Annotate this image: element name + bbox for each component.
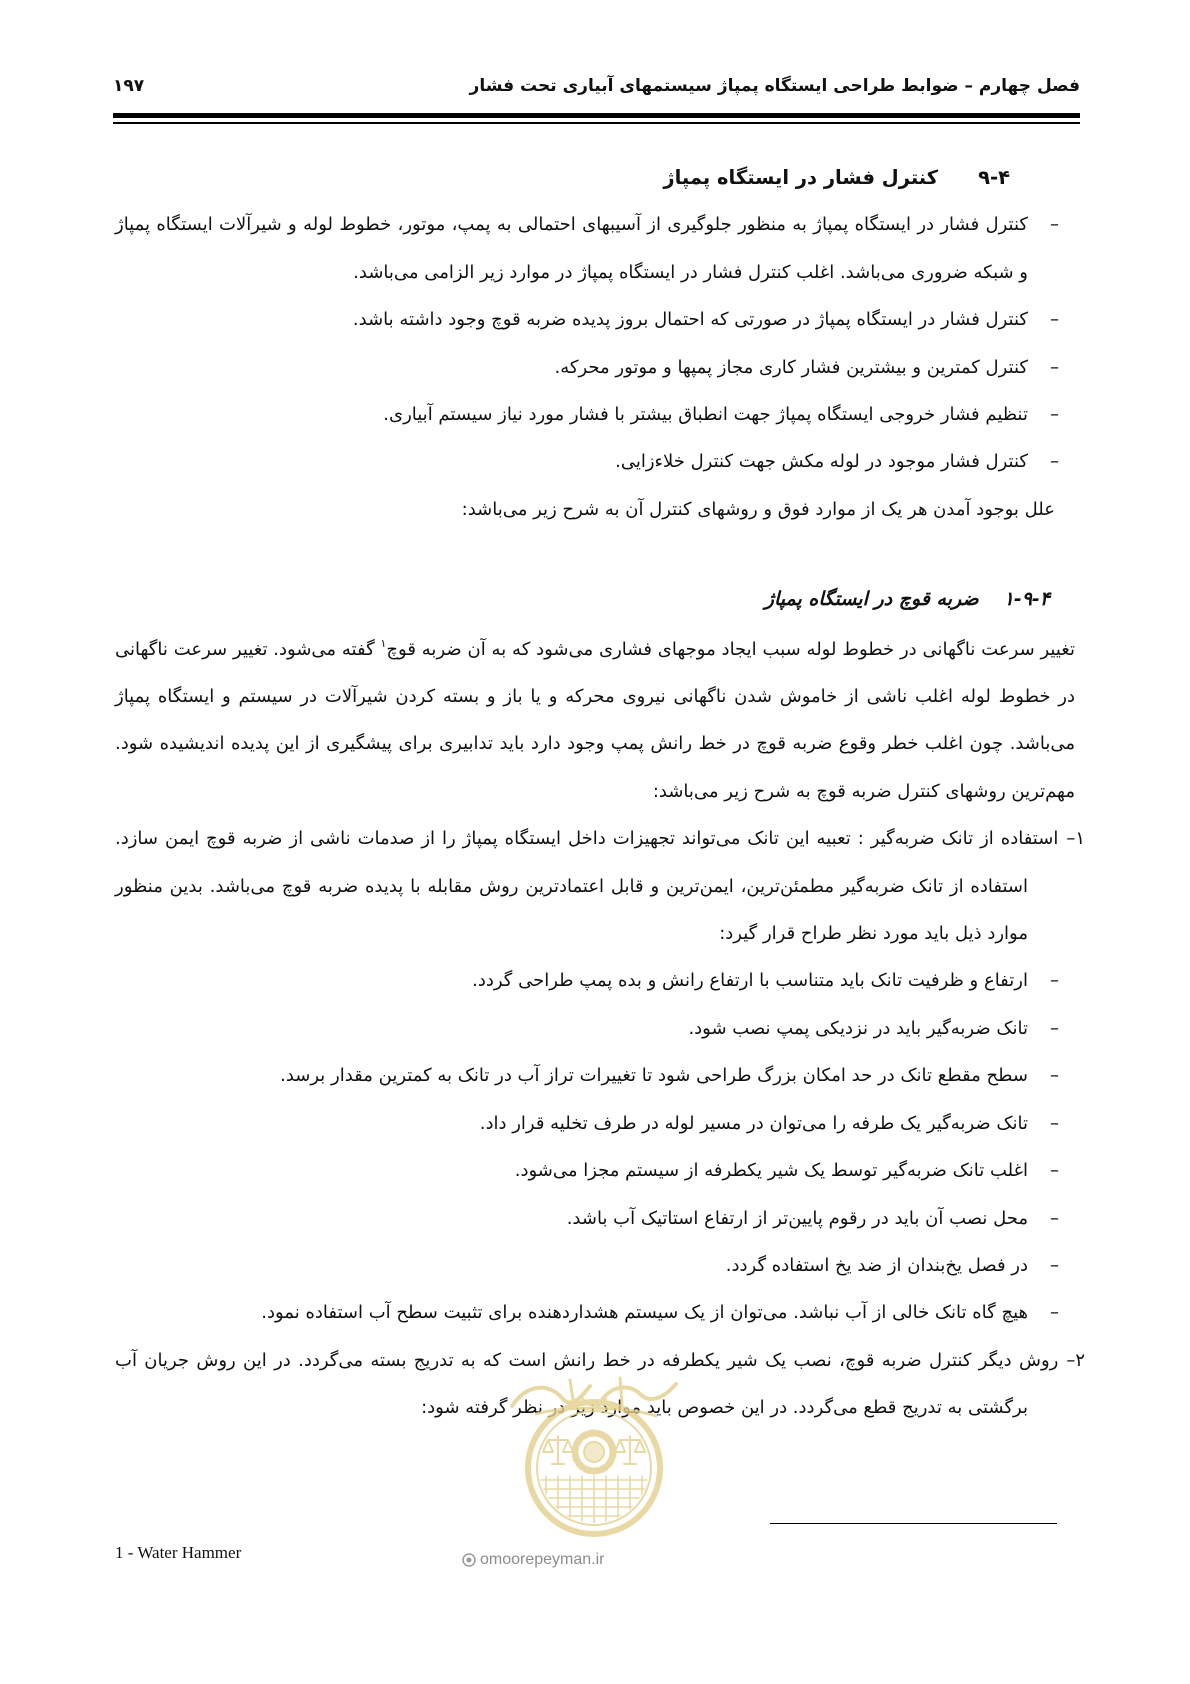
list-item	[115, 344, 1075, 391]
list-item	[115, 1289, 1075, 1336]
list-item-text: کنترل فشار در ایستگاه پمپاژ در صورتی که احتمال بروز پدیده ضربه قوچ وجود داشته باشد.	[352, 309, 1028, 331]
bullet-dash: –	[1050, 1207, 1059, 1229]
list-item-text: در فصل یخ‌بندان از ضد یخ استفاده گردد.	[725, 1254, 1028, 1276]
footnote-separator	[770, 1523, 1057, 1524]
bullet-dash: –	[1050, 1302, 1059, 1324]
intro-text-part-2: گفته می‌شود. تغییر سرعت ناگهانی در خطوط لوله اغلب ناشی از خاموش شدن ناگهانی نیروی محرکه و یا باز و بسته کردن شیرآلات در سیستم و ایستگاه پمپاژ می‌باشد. چون اغلب خطر وقوع ضربه قوچ در خط رانش پمپ وجود دارد باید تدابیری برای پیشگیری از این پدیده اندیشیده شود. مهم‌ترین روشهای کنترل ضربه قوچ به شرح زیر می‌باشد:	[115, 638, 1075, 802]
scales-icon	[543, 1436, 573, 1464]
item-text: روش دیگر کنترل ضربه قوچ، نصب یک شیر یکطرفه در خط رانش است که به تدریج بسته می‌گردد. در این روش جریان آب برگشتی به تدریج قطع می‌گردد. در این خصوص باید موارد زیر در نظر گرفته شود:	[115, 1349, 1059, 1419]
list-item-text: هیچ گاه تانک خالی از آب نباشد. می‌توان از یک سیستم هشداردهنده برای تثبیت سطح آب استفاده نمود.	[261, 1302, 1028, 1324]
footnote-reference: ۱	[380, 636, 387, 650]
chapter-title: فصل چهارم – ضوابط طراحی ایستگاه پمپاژ سیستمهای آبیاری تحت فشار	[469, 76, 1080, 96]
section-heading	[115, 154, 1075, 201]
numbered-item-paragraph	[115, 815, 1085, 957]
bullet-dash: –	[1050, 1254, 1059, 1276]
bullet-dash: –	[1050, 1017, 1059, 1039]
numbered-item-paragraph	[115, 1337, 1085, 1432]
list-item-text: محل نصب آن باید در رقوم پایین‌تر از ارتفاع استاتیک آب باشد.	[566, 1207, 1028, 1229]
list-item-text: تانک ضربه‌گیر باید در نزدیکی پمپ نصب شود.	[688, 1017, 1028, 1039]
list-item	[115, 1195, 1075, 1242]
item-number: ۲–	[1066, 1349, 1085, 1371]
bullet-dash: –	[1050, 214, 1059, 236]
list-item-text: تانک ضربه‌گیر یک طرفه را می‌توان در مسیر لوله در طرف تخلیه قرار داد.	[479, 1112, 1028, 1134]
bullet-dash: –	[1050, 451, 1059, 473]
footnote-text: 1 - Water Hammer	[115, 1543, 242, 1562]
intro-text-part-1: تغییر سرعت ناگهانی در خطوط لوله سبب ایجاد موجهای فشاری می‌شود که به آن ضربه قوچ	[386, 638, 1075, 660]
section-number: ۹-۴	[978, 166, 1010, 189]
list-item	[115, 1005, 1075, 1052]
bullet-dash: –	[1050, 356, 1059, 378]
intro-paragraph	[115, 626, 1075, 816]
item-text: استفاده از تانک ضربه‌گیر : تعبیه این تانک می‌تواند تجهیزات داخل ایستگاه پمپاژ را از صدمات ناشی از ضربه قوچ ایمن سازد. استفاده از تانک ضربه‌گیر مطمئن‌ترین، ایمن‌ترین و قابل اعتمادترین روش مقابله با پدیده ضربه قوچ می‌باشد. بدین منظور موارد ذیل باید مورد نظر طراح قرار گیرد:	[115, 828, 1059, 945]
site-logo-icon	[462, 1553, 476, 1567]
list-item-text: سطح مقطع تانک در حد امکان بزرگ طراحی شود تا تغییرات تراز آب در تانک به کمترین مقدار برسد.	[280, 1065, 1028, 1087]
section-closing-paragraph: علل بوجود آمدن هر یک از موارد فوق و روشهای کنترل آن به شرح زیر می‌باشد:	[461, 498, 1055, 520]
gear-icon	[575, 1433, 613, 1471]
list-item-text: اغلب تانک ضربه‌گیر توسط یک شیر یکطرفه از سیستم مجزا می‌شود.	[514, 1160, 1028, 1182]
watermark-site	[462, 1549, 605, 1571]
bullet-dash: –	[1050, 970, 1059, 992]
list-item-text: ارتفاع و ظرفیت تانک باید متناسب با ارتفاع رانش و بده پمپ طراحی گردد.	[472, 970, 1028, 992]
numbered-item-1	[115, 815, 1085, 1336]
list-item-text: کنترل فشار در ایستگاه پمپاژ به منظور جلوگیری از آسیبهای احتمالی به پمپ، موتور، خطوط لوله و شیرآلات ایستگاه پمپاژ و شبکه ضروری می‌باشد. اغلب کنترل فشار در ایستگاه پمپاژ در موارد زیر الزامی می‌باشد.	[115, 214, 1028, 283]
subsection-number: ۱-۹-۴	[1003, 588, 1050, 611]
page-number: ۱۹۷	[113, 76, 145, 96]
list-item	[115, 438, 1075, 485]
list-item	[115, 1242, 1075, 1289]
body-text	[115, 154, 1085, 1432]
list-item	[115, 1100, 1075, 1147]
numbered-item-2	[115, 1337, 1085, 1432]
item-number: ۱–	[1066, 828, 1085, 850]
list-item-text: کنترل فشار موجود در لوله مکش جهت کنترل خلاءزایی.	[615, 451, 1028, 473]
list-item	[115, 296, 1075, 343]
subsection-title: ضربه قوچ در ایستگاه پمپاژ	[764, 588, 979, 611]
seal-grid	[534, 1476, 654, 1528]
header-rule-thick	[113, 113, 1080, 118]
list-item	[115, 201, 1075, 296]
bullet-dash: –	[1050, 404, 1059, 426]
list-item-text: کنترل کمترین و بیشترین فشار کاری مجاز پمپها و موتور محرکه.	[554, 356, 1028, 378]
bullet-dash: –	[1050, 1112, 1059, 1134]
bullet-dash: –	[1050, 309, 1059, 331]
section-title: کنترل فشار در ایستگاه پمپاژ	[663, 166, 939, 189]
watermark-site-text: omoorepeyman.ir	[480, 1551, 605, 1568]
list-item	[115, 1052, 1075, 1099]
tank-requirements-list	[115, 957, 1075, 1336]
scales-icon	[615, 1436, 645, 1464]
subsection-heading	[115, 576, 1075, 623]
header-rule-thin	[113, 122, 1080, 124]
list-item	[115, 957, 1075, 1004]
list-item-text: تنظیم فشار خروجی ایستگاه پمپاژ جهت انطباق بیشتر با فشار مورد نیاز سیستم آبیاری.	[383, 404, 1028, 426]
bullet-dash: –	[1050, 1065, 1059, 1087]
running-header	[113, 70, 1080, 102]
list-item	[115, 1147, 1075, 1194]
bullet-dash: –	[1050, 1160, 1059, 1182]
section-bullet-list	[115, 201, 1075, 485]
list-item	[115, 391, 1075, 438]
